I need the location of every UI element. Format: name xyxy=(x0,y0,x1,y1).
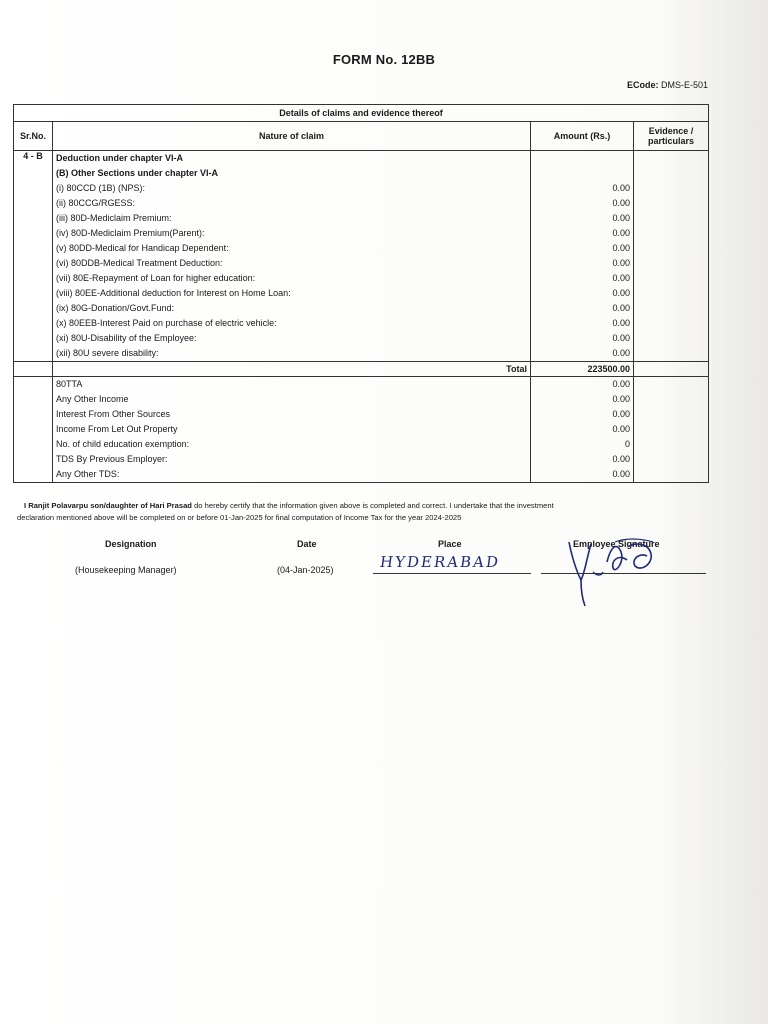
claim-amount: 0.00 xyxy=(612,394,630,404)
claim-label: (viii) 80EE-Additional deduction for Interest on Home Loan: xyxy=(56,288,291,298)
claim-amount: 0.00 xyxy=(612,379,630,389)
other-row xyxy=(14,377,709,483)
claim-amount: 0.00 xyxy=(612,273,630,283)
claim-label: (i) 80CCD (1B) (NPS): xyxy=(56,183,146,193)
claim-amount: 0.00 xyxy=(612,469,630,479)
section-amount-cell xyxy=(531,151,634,362)
claim-amount: 0.00 xyxy=(612,454,630,464)
col-header-nature: Nature of claim xyxy=(53,122,531,151)
designation-value: (Housekeeping Manager) xyxy=(75,565,177,575)
place-label: Place xyxy=(438,539,462,549)
certification-line-2: declaration mentioned above will be completed on or before 01-Jan-2025 for final computation of Income Tax for the year 2024-2025 xyxy=(17,513,462,522)
cert-prefix: I Ranjit Polavarpu son/daughter of xyxy=(24,501,150,510)
claim-label: (iii) 80D-Mediclaim Premium: xyxy=(56,213,172,223)
designation-label: Designation xyxy=(105,539,157,549)
section-subheading: (B) Other Sections under chapter VI-A xyxy=(56,168,219,178)
claim-label: (ix) 80G-Donation/Govt.Fund: xyxy=(56,303,175,313)
total-amount: 223500.00 xyxy=(531,362,634,377)
total-row xyxy=(14,362,709,377)
cert-rest: do hereby certify that the information given above is completed and correct. I undertake that the investment xyxy=(191,501,554,510)
total-sr-cell xyxy=(14,362,53,377)
claim-label: (vi) 80DDB-Medical Treatment Deduction: xyxy=(56,258,223,268)
col-header-evidence-line2: particulars xyxy=(647,136,695,146)
certification-text xyxy=(17,500,697,524)
claim-amount: 0.00 xyxy=(612,183,630,193)
col-header-amount: Amount (Rs.) xyxy=(531,122,634,151)
other-sr-cell xyxy=(14,377,53,483)
date-label: Date xyxy=(297,539,317,549)
place-underline xyxy=(373,573,531,574)
claim-amount: 0.00 xyxy=(612,258,630,268)
signature-scribble xyxy=(555,532,675,612)
claim-label: Interest From Other Sources xyxy=(56,409,171,419)
claim-amount: 0.00 xyxy=(612,348,630,358)
date-value: (04-Jan-2025) xyxy=(277,565,334,575)
col-header-evidence xyxy=(634,122,709,151)
form-title: FORM No. 12BB xyxy=(332,52,436,67)
total-label: Total xyxy=(53,362,531,377)
claim-amount: 0.00 xyxy=(612,318,630,328)
section-row xyxy=(14,151,709,362)
col-header-evidence-line1: Evidence / xyxy=(648,126,694,136)
other-amounts-cell xyxy=(531,377,634,483)
table-header-row xyxy=(14,122,709,151)
claim-label: No. of child education exemption: xyxy=(56,439,190,449)
claim-amount: 0.00 xyxy=(612,198,630,208)
claim-amount: 0.00 xyxy=(612,243,630,253)
ecode-label: ECode: xyxy=(626,80,659,90)
claim-label: TDS By Previous Employer: xyxy=(56,454,168,464)
claim-amount: 0.00 xyxy=(612,228,630,238)
section-heading: Deduction under chapter VI-A xyxy=(56,153,184,163)
claim-amount: 0.00 xyxy=(612,409,630,419)
claim-label: (ii) 80CCG/RGESS: xyxy=(56,198,136,208)
claim-amount: 0.00 xyxy=(612,288,630,298)
section-item-labels xyxy=(56,181,527,361)
other-labels-cell xyxy=(53,377,531,483)
claims-table xyxy=(13,104,709,483)
claim-label: Income From Let Out Property xyxy=(56,424,178,434)
claim-amount: 0.00 xyxy=(612,213,630,223)
cert-name: Hari Prasad xyxy=(149,501,192,510)
table-main-header: Details of claims and evidence thereof xyxy=(14,105,709,122)
claim-label: 80TTA xyxy=(56,379,83,389)
claim-label: (iv) 80D-Mediclaim Premium(Parent): xyxy=(56,228,205,238)
claim-label: (xii) 80U severe disability: xyxy=(56,348,159,358)
claim-amount: 0.00 xyxy=(612,303,630,313)
claim-label: (v) 80DD-Medical for Handicap Dependent: xyxy=(56,243,229,253)
claim-label: Any Other TDS: xyxy=(56,469,120,479)
section-item-amounts xyxy=(534,181,630,361)
ecode xyxy=(627,80,708,90)
signature-label: Employee Signature xyxy=(573,539,660,549)
amount-spacer xyxy=(534,151,630,166)
place-handwritten: HYDERABAD xyxy=(378,553,502,571)
claim-label: (xi) 80U-Disability of the Employee: xyxy=(56,333,197,343)
claim-label: (vii) 80E-Repayment of Loan for higher education: xyxy=(56,273,256,283)
certification-line-1 xyxy=(17,500,697,512)
total-evidence-cell xyxy=(634,362,709,377)
col-header-sr: Sr.No. xyxy=(14,122,53,151)
claim-amount: 0.00 xyxy=(612,333,630,343)
ecode-value: DMS-E-501 xyxy=(660,80,708,90)
claim-label: Any Other Income xyxy=(56,394,129,404)
section-nature-cell xyxy=(53,151,531,362)
claim-amount: 0.00 xyxy=(612,424,630,434)
amount-spacer xyxy=(534,166,630,181)
other-evidence-cell xyxy=(634,377,709,483)
section-sr: 4 - B xyxy=(14,151,53,362)
claim-amount: 0 xyxy=(624,439,630,449)
section-evidence-cell xyxy=(634,151,709,362)
claim-label: (x) 80EEB-Interest Paid on purchase of electric vehicle: xyxy=(56,318,277,328)
